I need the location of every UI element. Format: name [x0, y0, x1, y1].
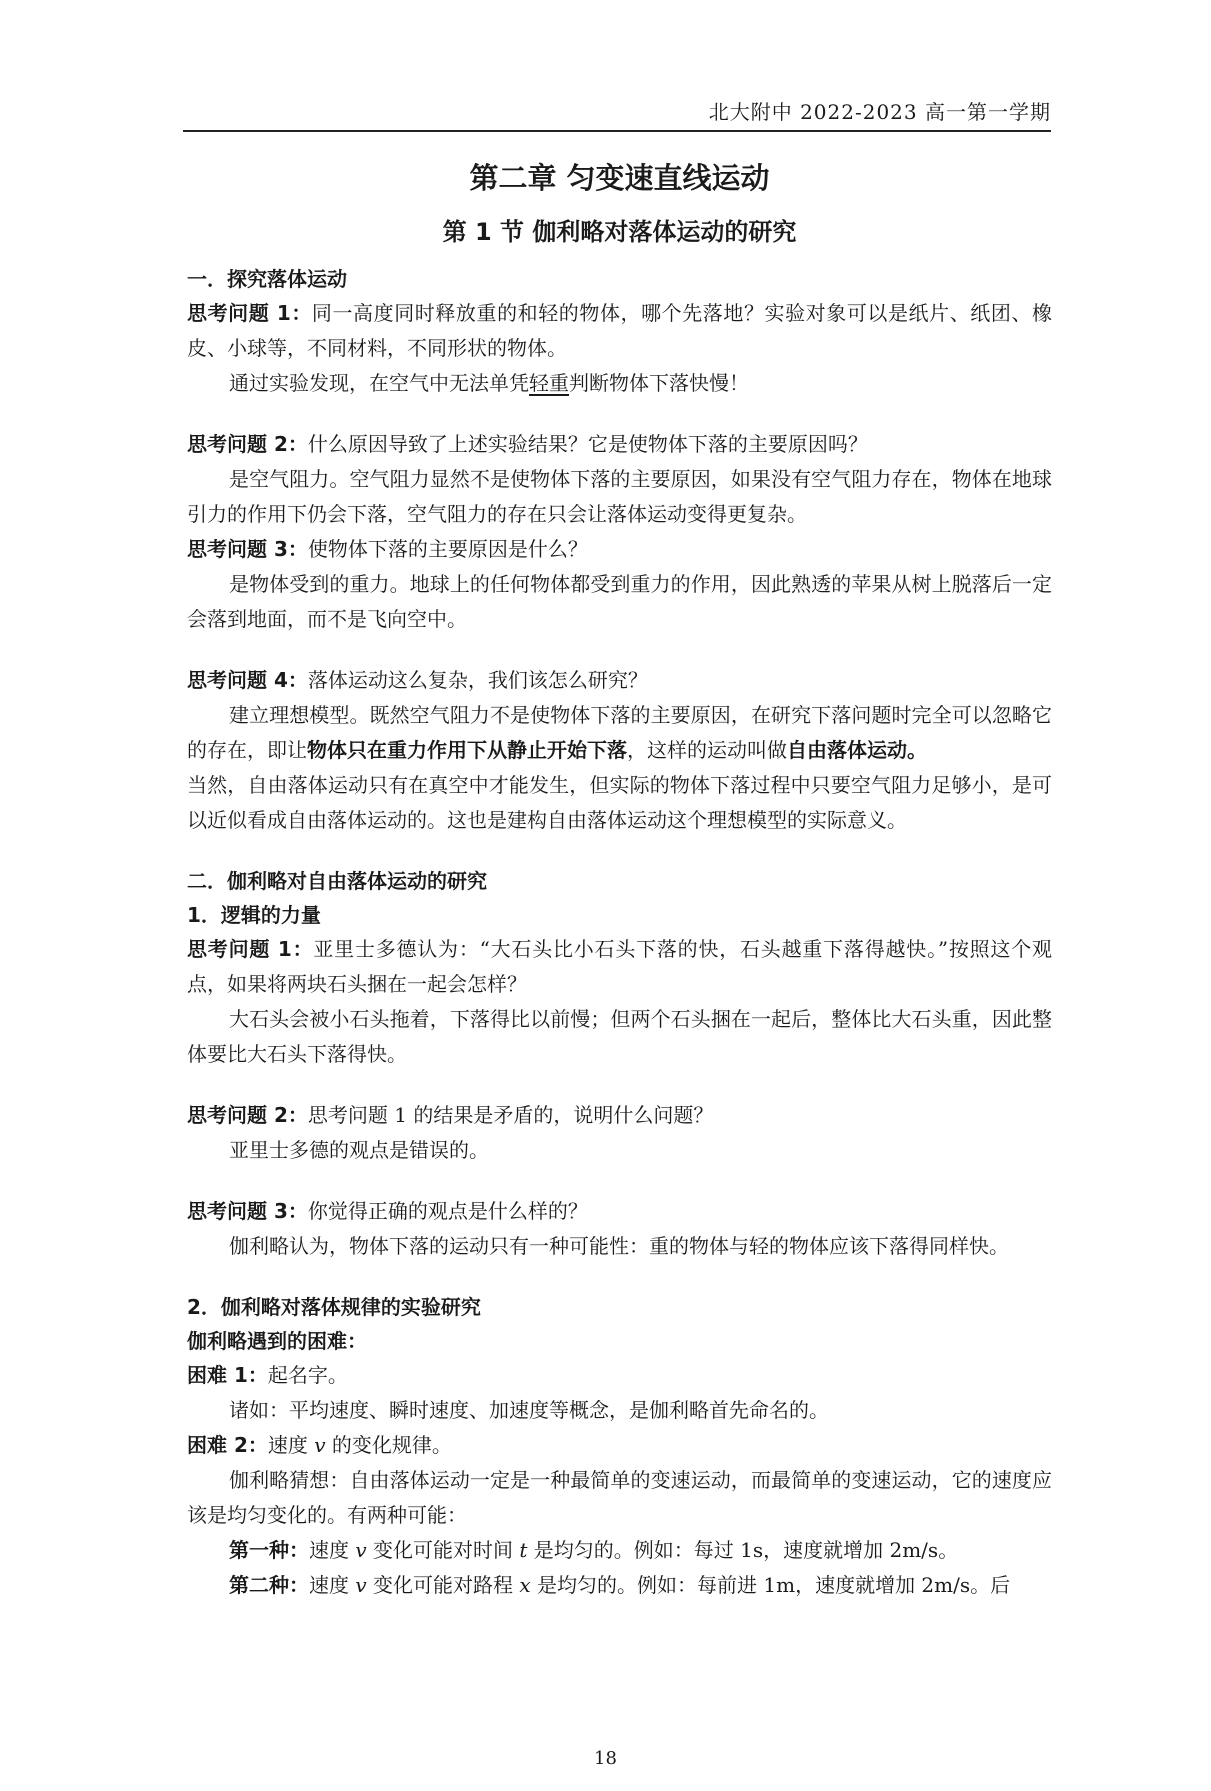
part1-answer-2: 是空气阻力。空气阻力显然不是使物体下落的主要原因，如果没有空气阻力存在，物体在地球引力的作用下仍会下落，空气阻力的存在只会让落体运动变得更复杂。 [187, 467, 1052, 526]
question-text: 同一高度同时释放重的和轻的物体，哪个先落地？实验对象可以是纸片、纸团、橡皮、小球等，不同材料，不同形状的物体。 [187, 301, 1052, 360]
part1-question-1 [187, 296, 1052, 366]
question-text: 思考问题 1 的结果是矛盾的，说明什么问题？ [307, 1103, 714, 1127]
difficulty-2 [187, 1428, 1052, 1463]
difficulty-1-explanation: 诸如：平均速度、瞬时速度、加速度等概念，是伽利略首先命名的。 [229, 1398, 829, 1422]
part2-subheading-1: 1．逻辑的力量 [187, 903, 321, 927]
part2-question-2 [187, 1098, 1052, 1133]
chapter-title: 第二章 匀变速直线运动 [469, 161, 770, 195]
answer-text: ，这样的运动叫做 [627, 738, 787, 762]
part2-heading: 二．伽利略对自由落体运动的研究 [187, 869, 487, 893]
difficulty-text: 速度 [267, 1433, 315, 1457]
question-text: 落体运动这么复杂，我们该怎么研究？ [307, 668, 648, 692]
part2-answer-2: 亚里士多德的观点是错误的。 [229, 1138, 489, 1162]
hypothesis-text: 是均匀的。例如：每过 1s，速度就增加 2m/s。 [527, 1538, 959, 1562]
question-label: 思考问题 3： [187, 537, 308, 561]
question-text: 你觉得正确的观点是什么样的？ [307, 1199, 588, 1223]
bold-definition: 物体只在重力作用下从静止开始下落 [307, 738, 627, 762]
running-header: 北大附中 2022-2023 高一第一学期 [708, 100, 1051, 124]
bold-term: 自由落体运动。 [787, 738, 927, 762]
hypothesis-text: 是均匀的。例如：每前进 1m，速度就增加 2m/s。后 [530, 1573, 1011, 1597]
question-label: 思考问题 1： [187, 937, 314, 961]
question-label: 思考问题 1： [187, 301, 312, 325]
answer-text: 建立理想模型。既然空气阻力不是使物体下落的主要原因，在研究下落问题时完全可以忽略它的存在，即让 [187, 703, 1052, 762]
part1-answer-3: 是物体受到的重力。地球上的任何物体都受到重力的作用，因此熟透的苹果从树上脱落后一定会落到地面，而不是飞向空中。 [187, 572, 1052, 631]
variable-v: v [355, 1573, 367, 1597]
answer-text: 通过实验发现，在空气中无法单凭 [229, 371, 529, 395]
part2-question-1 [187, 932, 1052, 1002]
difficulty-heading: 伽利略遇到的困难： [187, 1329, 367, 1353]
hypothesis-text: 变化可能对时间 [366, 1538, 520, 1562]
part1-answer-4-continued: 当然，自由落体运动只有在真空中才能发生，但实际的物体下落过程中只要空气阻力足够小，是可以近似看成自由落体运动的。这也是建构自由落体运动这个理想模型的实际意义。 [187, 773, 1052, 832]
difficulty-text: 的变化规律。 [325, 1433, 452, 1457]
section-title: 第 1 节 伽利略对落体运动的研究 [442, 218, 797, 246]
question-label: 思考问题 2： [187, 1103, 308, 1127]
page-number: 18 [594, 1748, 617, 1769]
underlined-term: 轻重 [529, 371, 569, 395]
hypothesis-text: 变化可能对路程 [366, 1573, 520, 1597]
part1-question-2 [187, 427, 1052, 462]
difficulty-text: 起名字。 [267, 1363, 348, 1387]
hypothesis-1 [187, 1533, 1052, 1568]
hypothesis-text: 速度 [309, 1573, 356, 1597]
variable-t: t [519, 1538, 528, 1562]
difficulty-label: 困难 1： [187, 1363, 268, 1387]
variable-x: x [519, 1573, 531, 1597]
hypothesis-label: 第二种： [229, 1573, 309, 1597]
part1-question-3 [187, 532, 1052, 567]
hypothesis-text: 速度 [309, 1538, 356, 1562]
variable-v: v [355, 1538, 367, 1562]
part2-answer-1: 大石头会被小石头拖着，下落得比以前慢；但两个石头捆在一起后，整体比大石头重，因此整体要比大石头下落得快。 [187, 1007, 1052, 1066]
question-label: 思考问题 4： [187, 668, 308, 692]
hypothesis-label: 第一种： [229, 1538, 309, 1562]
part2-subheading-2: 2．伽利略对落体规律的实验研究 [187, 1295, 481, 1319]
hypothesis-2 [187, 1568, 1052, 1603]
header-rule [183, 130, 1051, 132]
part1-heading: 一．探究落体运动 [187, 267, 347, 291]
difficulty-2-explanation: 伽利略猜想：自由落体运动一定是一种最简单的变速运动，而最简单的变速运动，它的速度应该是均匀变化的。有两种可能： [187, 1468, 1052, 1527]
question-text: 亚里士多德认为：“大石头比小石头下落的快，石头越重下落得越快。”按照这个观点，如果将两块石头捆在一起会怎样？ [187, 937, 1052, 996]
variable-v: v [314, 1433, 326, 1457]
part2-question-3 [187, 1194, 1052, 1229]
question-label: 思考问题 2： [187, 432, 308, 456]
page-content [187, 158, 1052, 1603]
answer-text: 判断物体下落快慢！ [569, 371, 749, 395]
difficulty-label: 困难 2： [187, 1433, 268, 1457]
part1-answer-1 [187, 366, 1052, 401]
question-text: 什么原因导致了上述实验结果？它是使物体下落的主要原因吗？ [307, 432, 868, 456]
part1-answer-4 [187, 698, 1052, 768]
difficulty-1 [187, 1358, 1052, 1393]
question-text: 使物体下落的主要原因是什么？ [307, 537, 588, 561]
part2-answer-3: 伽利略认为，物体下落的运动只有一种可能性：重的物体与轻的物体应该下落得同样快。 [229, 1234, 1009, 1258]
part1-question-4 [187, 663, 1052, 698]
question-label: 思考问题 3： [187, 1199, 308, 1223]
